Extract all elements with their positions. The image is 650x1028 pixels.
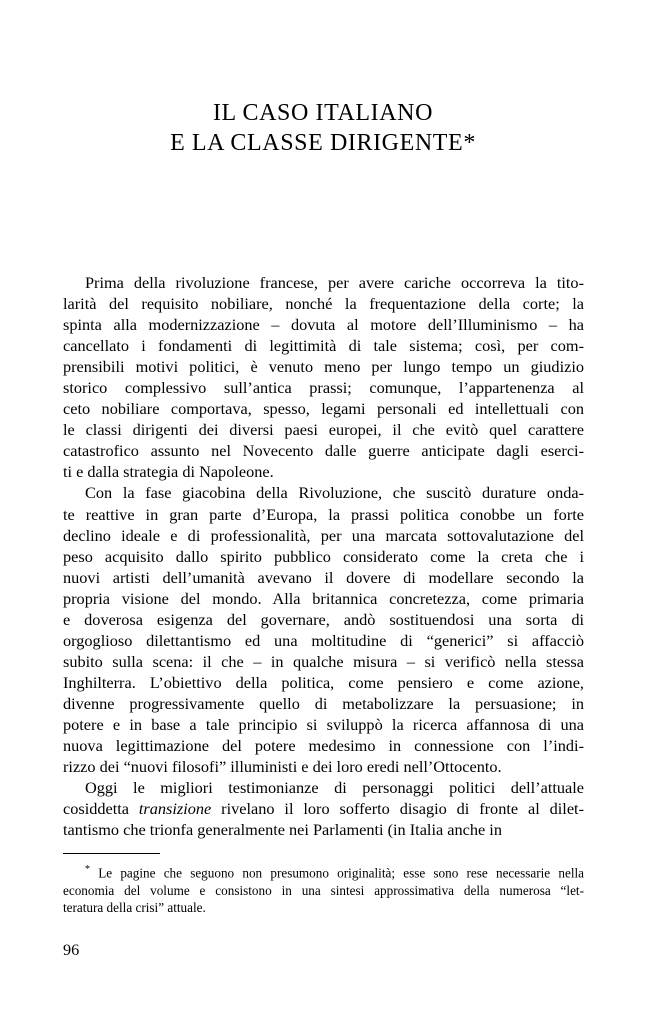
text-line: spinta alla modernizzazione – dovuta al motore dell’Illuminismo – ha [63,315,584,335]
text-line: potere e in base a tale principio si sviluppò la ricerca affannosa di una [63,714,584,734]
text-line: peso acquisito dallo spirito pubblico considerato come la creta che i [63,546,584,566]
footnote [63,861,584,916]
text-line: ti e dalla strategia di Napoleone. [63,462,274,482]
footnote-line: teratura della crisi” attuale. [63,899,206,915]
body-text [63,272,584,840]
text-line: tantismo che trionfa generalmente nei Parlamenti (in Italia anche in [63,820,502,840]
paragraph-3 [63,777,584,840]
text-line: nuova legittimazione del potere medesimo in connessione con l’indi- [63,736,584,756]
text-line: divenne progressivamente quello di metabolizzare la persuasione; in [63,693,584,713]
text-line: cancellato i fondamenti di legittimità di tale sistema; così, per com- [63,336,584,356]
text-line: orgoglioso dilettantismo ed una moltitudine di “generici” si affacciò [63,630,584,650]
text-line: catastrofico assunto nel Novecento dalle guerre anticipate dagli eserci- [63,441,584,461]
italic-term: transizione [138,799,212,819]
text-line: prensibili motivi politici, è venuto meno per lungo tempo un giudizio [63,357,584,377]
text-line: Oggi le migliori testimonianze di personaggi politici dell’attuale [85,778,584,798]
paragraph-1 [63,272,584,482]
text-line: ceto nobiliare comportava, spesso, legami personali ed intellettuali con [63,399,584,419]
paragraph-2 [63,482,584,777]
page-number: 96 [63,940,80,959]
text-line: rizzo dei “nuovi filosofi” illuministi e dei loro eredi nell’Ottocento. [63,757,502,777]
text-line: declino ideale e di professionalità, per una marcata sottovalutazione del [63,525,584,545]
footnote-separator-rule [63,853,160,854]
footnote-line: * Le pagine che seguono non presumono originalità; esse sono rese necessarie nella [85,864,584,881]
text-line: storico complessivo sull’antica prassi; comunque, l’appartenenza al [63,378,584,398]
text-line: subito sulla scena: il che – in qualche misura – si verificò nella stessa [63,651,584,671]
title-line-2: E LA CLASSE DIRIGENTE* [170,130,476,156]
text-line: Con la fase giacobina della Rivoluzione, che suscitò durature onda- [85,483,584,503]
text-line: te reattive in gran parte d’Europa, la prassi politica conobbe un forte [63,504,584,524]
text-line: Prima della rivoluzione francese, per avere cariche occorreva la tito- [85,273,584,292]
page-title [63,98,583,158]
title-line-1: IL CASO ITALIANO [212,100,434,126]
text-line: Inghilterra. L’obiettivo della politica, come pensiero e come azione, [63,672,584,692]
text-line: larità del requisito nobiliare, nonché la frequentazione della corte; la [63,294,584,314]
text-line: cosiddetta transizione rivelano il loro sofferto disagio di fronte al dilet- [63,799,584,819]
footnote-line: economia del volume e consistono in una sintesi approssimativa della numerosa “let- [63,882,584,898]
footnote-marker: * [85,864,90,875]
text-line: le classi dirigenti dei diversi paesi europei, il che evitò quel carattere [63,420,584,440]
text-line: e doverosa esigenza del governare, andò sostituendosi una sorta di [63,609,584,629]
text-line: nuovi artisti dell’umanità avevano il dovere di modellare secondo la [63,567,584,587]
text-line: propria visione del mondo. Alla britannica concretezza, come primaria [63,588,584,608]
